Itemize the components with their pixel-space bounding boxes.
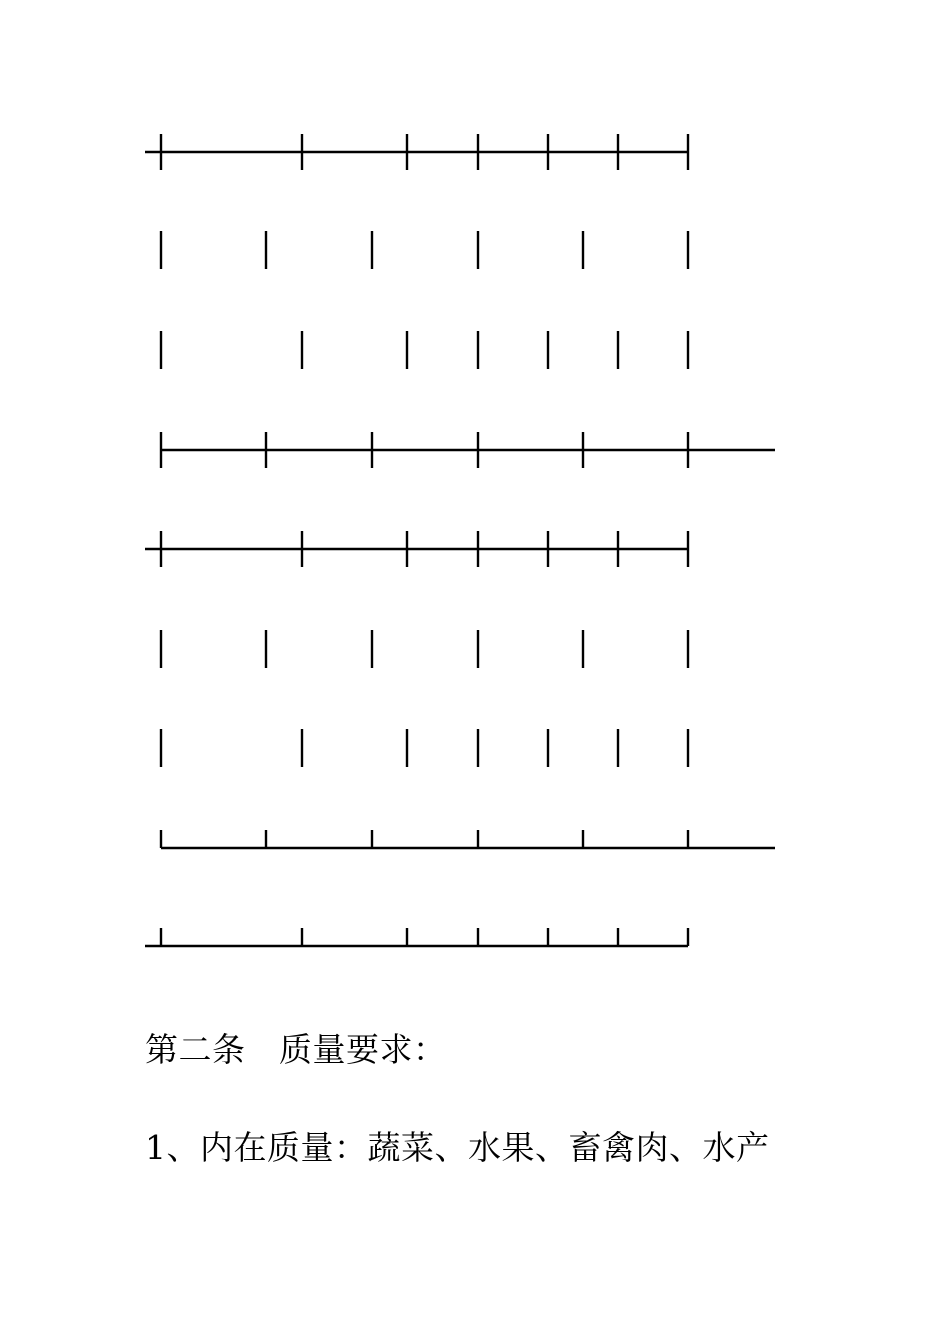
clause-1-text: 1、内在质量：蔬菜、水果、畜禽肉、水产 <box>145 1128 770 1167</box>
article-heading: 第二条 质量要求： <box>145 1030 447 1069</box>
